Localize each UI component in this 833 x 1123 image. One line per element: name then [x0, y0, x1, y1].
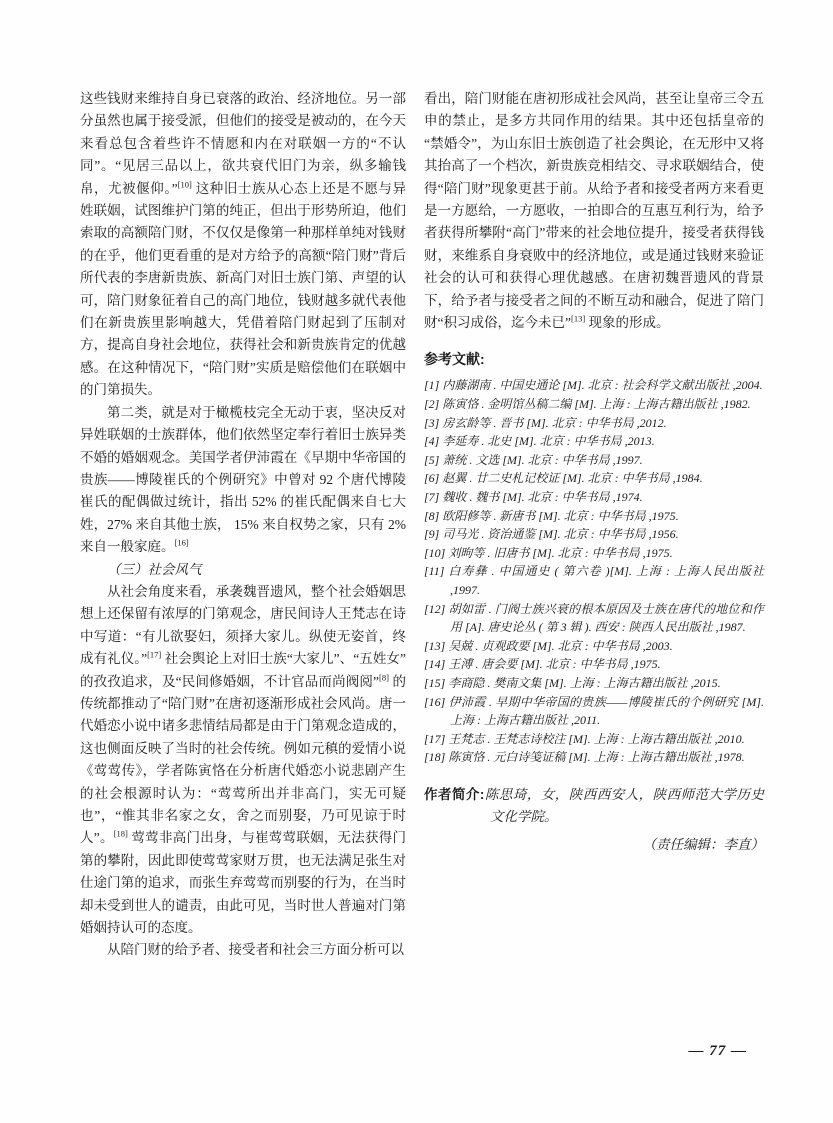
reference-item: [7] 魏收 . 魏书 [M]. 北京 : 中华书局 ,1974.: [424, 490, 643, 505]
reference-number: [6]: [424, 471, 443, 486]
reference-number: [5]: [424, 452, 443, 467]
citation-marker: [18]: [113, 828, 128, 839]
author-bio: [424, 784, 764, 828]
reference-item: [15] 李商隐 . 樊南文集 [M]. 上海 : 上海古籍出版社 ,2015.: [424, 675, 721, 690]
paragraph: 从陪门财的给予者、接受者和社会三方面分析可以: [107, 942, 404, 958]
reference-number: [3]: [424, 415, 443, 430]
paragraph: 从社会角度来看，承袭魏晋遗风，整个社会婚姻思想上还保留有浓厚的门第观念，唐民间诗人王梵志在诗中写道：“有儿欲娶妇，须择大家儿。纵使无姿首，终成有礼仪。”[17] 社会舆论上对旧士族“大家儿”、“五姓女”的孜孜追求，及“民间修婚姻，不计官品而尚阀阅”[8] 的传统都推动了“陪门财”在唐初逐渐形成社会风尚。唐一代婚恋小说中诸多悲情结局都是由于门第观念造成的，这也侧面反映了当时的社会传统。例如元稹的爱情小说《莺莺传》，学者陈寅恪在分析唐代婚恋小说悲剧产生的社会根源时认为：“莺莺所出并非高门，实无可疑也”，“惟其非名家之女，舍之而别娶，乃可见谅于时人”。[18] 莺莺非高门出身，与崔莺莺联姻，无法获得门第的攀附，因此即使莺莺家财万贯，也无法满足张生对仕途门第的追求，而张生弃莺莺而别娶的行为，在当时却未受到世人的谴责，由此可见，当时世人普遍对门第婚姻持认可的态度。: [80, 583, 407, 936]
reference-item: [3] 房玄龄等 . 晋书 [M]. 北京 : 中华书局 ,2012.: [424, 415, 667, 430]
reference-number: [18]: [424, 750, 449, 765]
reference-number: [16]: [424, 694, 449, 709]
reference-item: [10] 刘昫等 . 旧唐书 [M]. 北京 : 中华书局 ,1975.: [424, 545, 673, 560]
right-column: [424, 88, 764, 962]
reference-number: [1]: [424, 378, 443, 393]
reference-item: [17] 王梵志 . 王梵志诗校注 [M]. 上海 : 上海古籍出版社 ,2010.: [424, 731, 745, 746]
citation-marker: [17]: [147, 649, 162, 660]
reference-number: [12]: [424, 601, 449, 616]
citation-marker: [10]: [177, 179, 192, 190]
author-bio-text: 陈思琦，女，陕西西安人，陕西师范大学历史文化学院。: [484, 786, 765, 824]
reference-number: [15]: [424, 675, 449, 690]
page-number: — 77 —: [688, 1043, 747, 1059]
reference-number: [9]: [424, 527, 443, 542]
reference-item: [5] 萧统 . 文选 [M]. 北京 : 中华书局 ,1997.: [424, 452, 643, 467]
citation-marker: [8]: [379, 672, 389, 683]
reference-number: [13]: [424, 638, 449, 653]
references-list: [424, 376, 764, 766]
reference-number: [8]: [424, 508, 443, 523]
reference-number: [7]: [424, 490, 443, 505]
reference-item: [13] 吴兢 . 贞观政要 [M]. 北京 : 中华书局 ,2003.: [424, 638, 673, 653]
reference-item: [9] 司马光 . 资治通鉴 [M]. 北京 : 中华书局 ,1956.: [424, 527, 679, 542]
paragraph: 第二类，就是对于橄榄枝完全无动于衷，坚决反对异姓联姻的士族群体，他们依然坚定奉行着旧士族异类不婚的婚姻观念。美国学者伊沛霞在《早期中华帝国的贵族——博陵崔氏的个例研究》中曾对 92 个唐代博陵崔氏的配偶做过统计，指出 52% 的崔氏配偶来自七大姓，27% 来自其他士族， 15% 来自权势之家，只有 2% 来自一般家庭。[16]: [80, 404, 406, 555]
citation-marker: [13]: [570, 313, 586, 324]
paragraph: 看出，陪门财能在唐初形成社会风尚，甚至让皇帝三令五申的禁止，是多方共同作用的结果。其中还包括皇帝的“禁婚令”，为山东旧士族创造了社会舆论，在无形中又将其抬高了一个档次，新贵族竞相结交、寻求联姻结合，使得“陪门财”现象更甚于前。从给予者和接受者两方来看更是一方愿给，一方愿收，一拍即合的互惠互利行为，给予者获得所攀附“高门”带来的社会地位提升，接受者获得钱财，来维系自身衰败中的经济地位，或是通过钱财来验证社会的认可和获得心理优越感。在唐初魏晋遗风的背景下，给予者与接受者之间的不断互动和融合，促进了陪门财“积习成俗，迄今未已”[13] 现象的形成。: [424, 91, 764, 331]
paragraph: 这些钱财来维持自身已衰落的政治、经济地位。另一部分虽然也属于接受派，但他们的接受是被动的，在今天来看总包含着些许不情愿和内在对联姻一方的“不认同”。“见居三品以上，欲共衰代旧门为亲，纵多输钱帛，尤被偃仰。”[10] 这种旧士族从心态上还是不愿与异姓联姻，试图维护门第的纯正，但出于形势所迫，他们索取的高额陪门财，不仅仅是像第一种那样单纯对钱财的在乎，他们更看重的是对方给予的高额“陪门财”背后所代表的李唐新贵族、新高门对旧士族门第、声望的认可，陪门财象征着自己的高门地位，钱财越多就代表他们在新贵族里影响越大，凭借着陪门财起到了压制对方，提高自身社会地位，获得社会和新贵族肯定的优越感。在这种情况下，“陪门财”实质是赔偿他们在联姻中的门第损失。: [80, 91, 406, 398]
reference-number: [14]: [424, 657, 449, 672]
reference-item: [6] 赵翼 . 廿二史札记校证 [M]. 北京 : 中华书局 ,1984.: [424, 471, 703, 486]
reference-item: [2] 陈寅恪 . 金明馆丛稿二编 [M]. 上海 : 上海古籍出版社 ,1982.: [424, 397, 751, 412]
editor-note: （责任编辑：李直）: [642, 836, 764, 852]
text-columns: [80, 88, 764, 962]
reference-item: [14] 王溥 . 唐会要 [M]. 北京 : 中华书局 ,1975.: [424, 657, 661, 672]
reference-number: [10]: [424, 545, 449, 560]
left-column: [80, 88, 406, 962]
reference-item: [11] 白寿彝 . 中国通史 ( 第六卷 )[M]. 上海 : 上海人民出版社 ,1997.: [424, 564, 765, 597]
reference-item: [16] 伊沛霞 . 早期中华帝国的贵族——博陵崔氏的个例研究 [M]. 上海 : 上海古籍出版社 ,2011.: [424, 694, 764, 728]
reference-number: [17]: [424, 731, 449, 746]
citation-marker: [16]: [174, 537, 189, 548]
author-bio-label: 作者简介:: [424, 786, 485, 802]
reference-item: [18] 陈寅恪 . 元白诗笺证稿 [M]. 上海 : 上海古籍出版社 ,1978.: [424, 750, 745, 765]
reference-number: [4]: [424, 434, 443, 449]
right-column-text: [424, 88, 764, 334]
reference-item: [8] 欧阳修等 . 新唐书 [M]. 北京 : 中华书局 ,1975.: [424, 508, 679, 523]
section-heading: （三）社会风气: [107, 561, 202, 577]
reference-item: [12] 胡如雷 . 门阀士族兴衰的根本原因及士族在唐代的地位和作用 [A]. 唐史论丛 ( 第 3 辑 ). 西安 : 陕西人民出版社 ,1987.: [424, 601, 764, 635]
reference-number: [11]: [424, 564, 449, 579]
reference-number: [2]: [424, 397, 443, 412]
references-heading: 参考文献:: [424, 351, 485, 368]
reference-item: [4] 李延寿 . 北史 [M]. 北京 : 中华书局 ,2013.: [424, 434, 655, 449]
reference-item: [1] 内藤湖南 . 中国史通论 [M]. 北京 : 社会科学文献出版社 ,2004.: [424, 378, 763, 393]
